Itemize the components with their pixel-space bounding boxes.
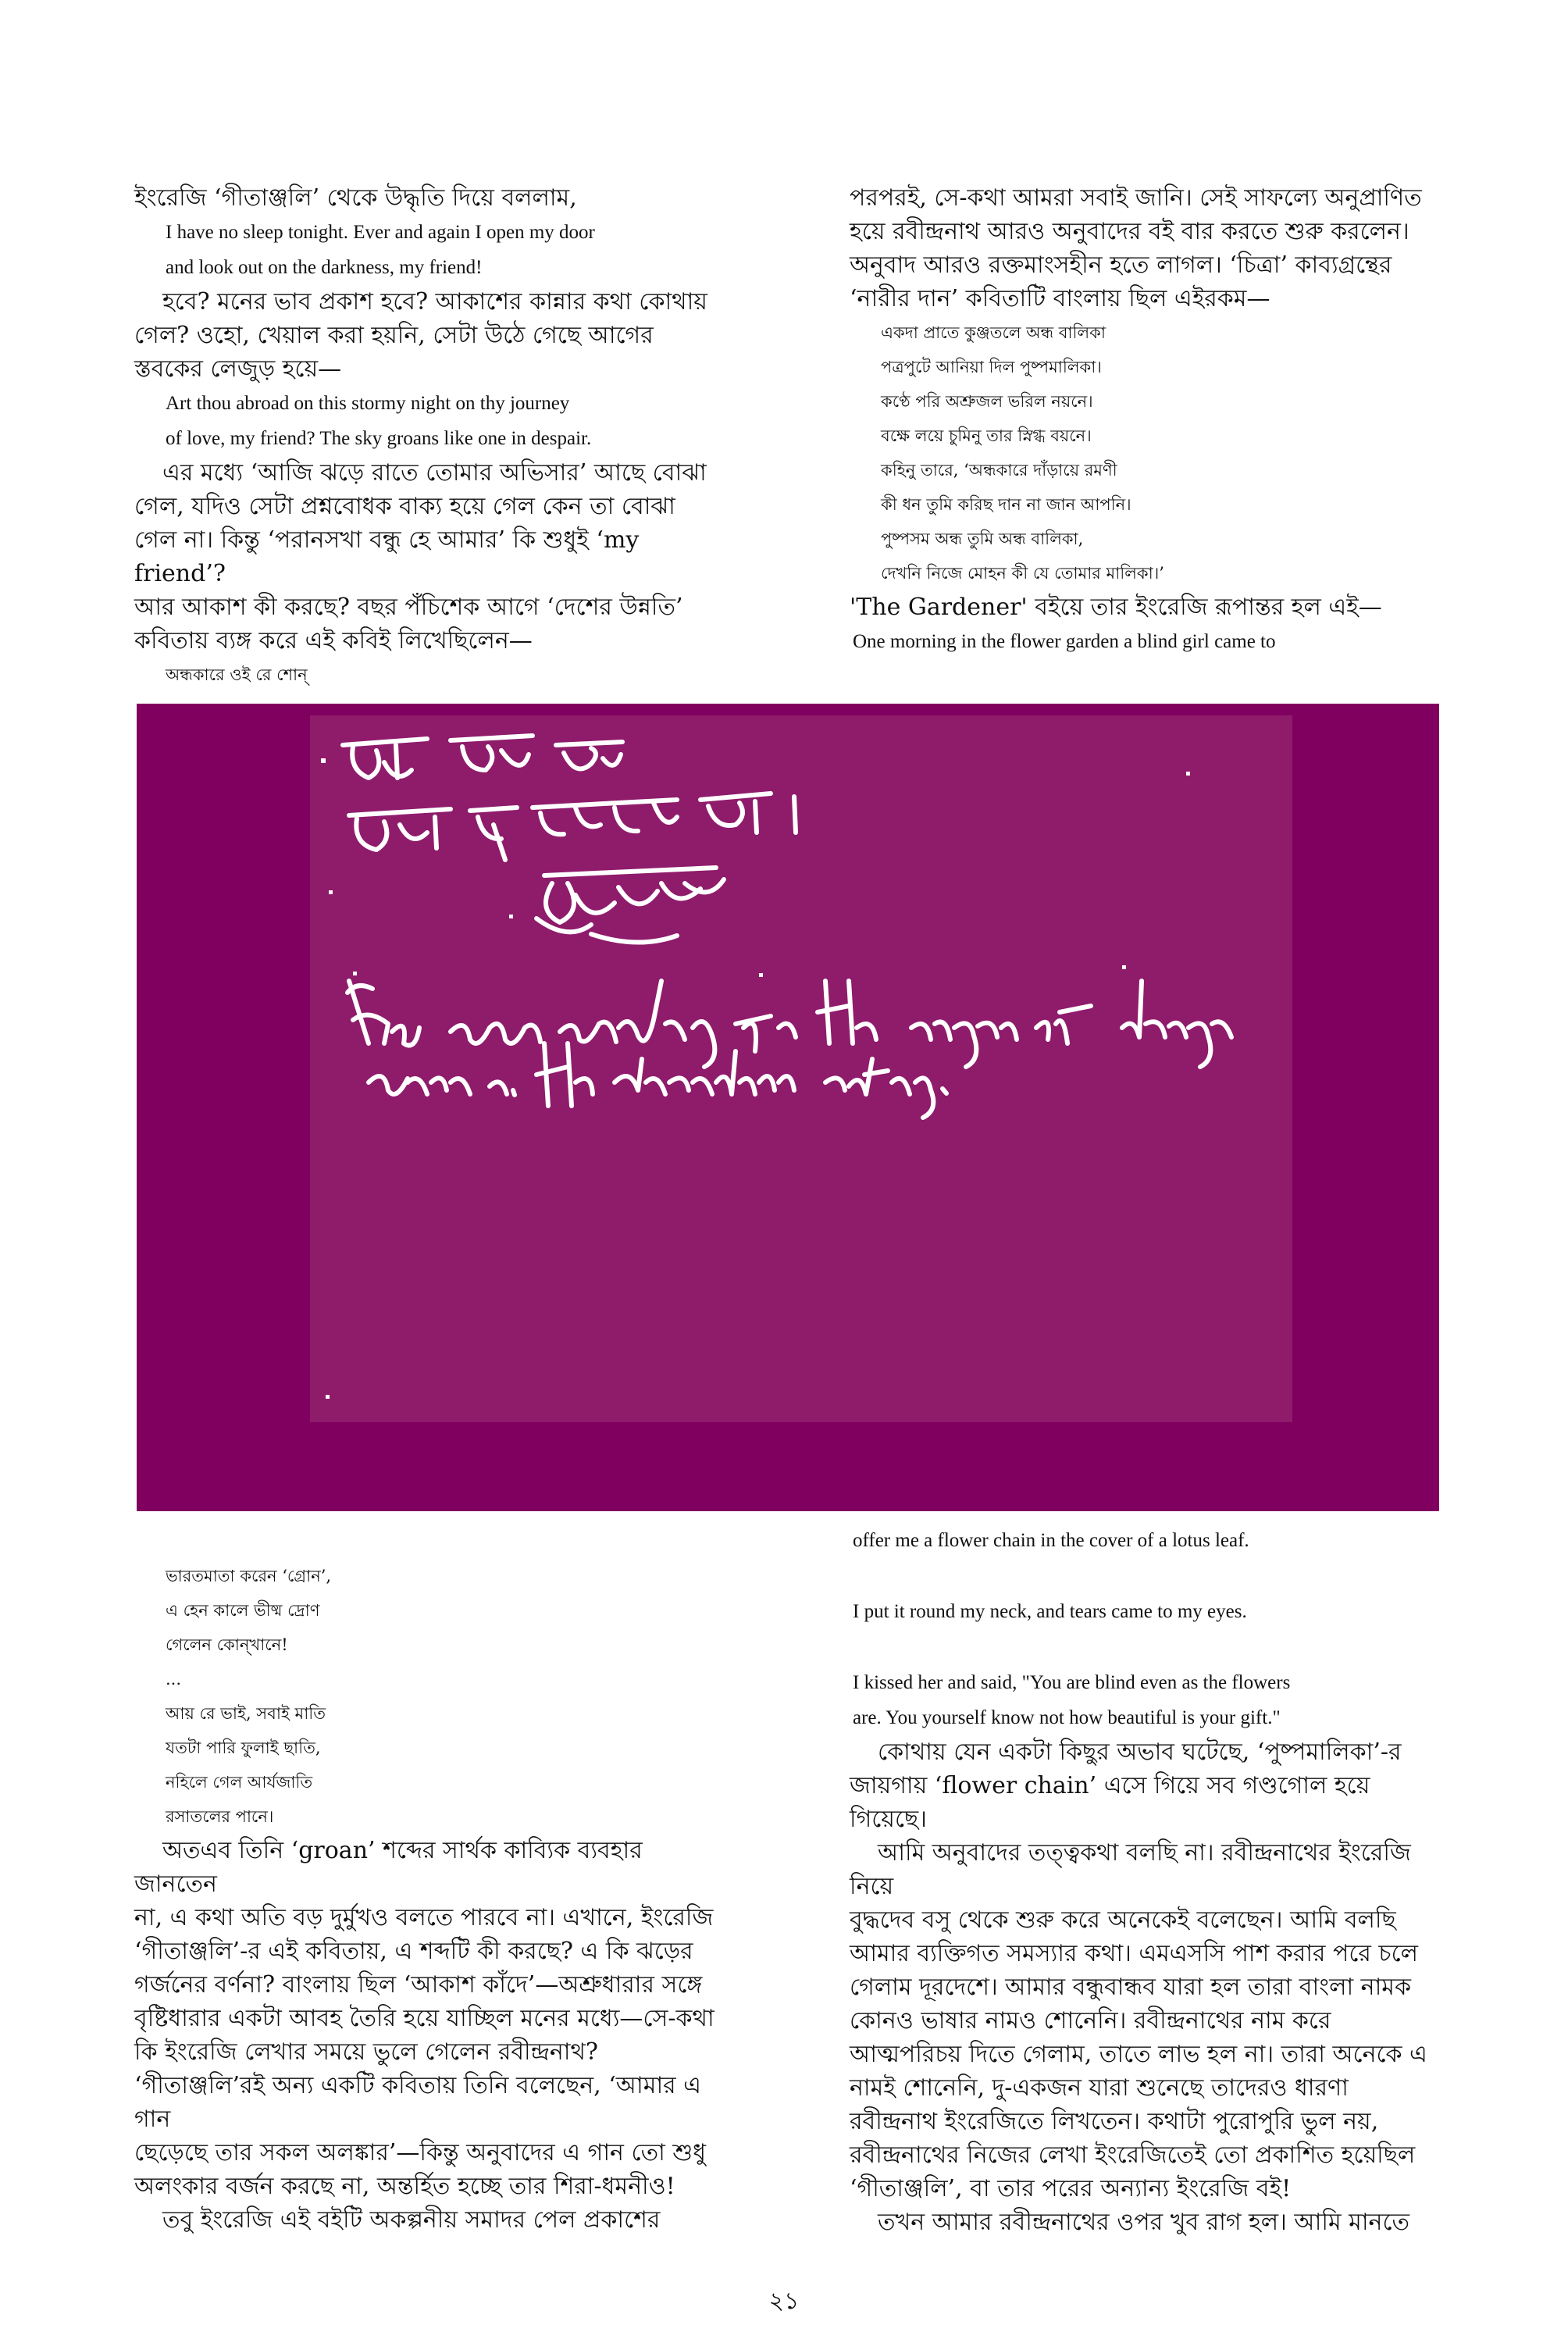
spacer	[134, 1523, 728, 1559]
top-left-column	[134, 181, 728, 692]
poem-line: কী ধন তুমি করিছ দান না জান আপনি।	[881, 495, 1131, 514]
manuscript-banner	[137, 704, 1439, 1511]
paragraph-line: গেলাম দূরদেশে। আমার বন্ধুবান্ধব যারা হল তারা বাংলা নামক	[850, 1974, 1411, 2001]
poem-line: একদা প্রাতে কুঞ্জতলে অন্ধ বালিকা	[881, 323, 1106, 342]
poem-line: বক্ষে লয়ে চুমিনু তার স্নিগ্ধ বয়নে।	[881, 426, 1092, 445]
paragraph-line: কবিতায় ব্যঙ্গ করে এই কবিই লিখেছিলেন—	[134, 627, 533, 654]
quote-line: offer me a flower chain in the cover of a lotus leaf.	[853, 1530, 1249, 1551]
paragraph-line: গর্জনের বর্ণনা? বাংলায় ছিল ‘আকাশ কাঁদে’—অশ্রুধারার সঙ্গে	[134, 1971, 703, 1999]
paragraph-line: রবীন্দ্রনাথের নিজের লেখা ইংরেজিতেই তো প্রকাশিত হয়েছিল	[850, 2141, 1416, 2169]
english-handwriting-line-1	[347, 981, 1231, 1067]
paragraph-line: গেল, যদিও সেটা প্রশ্নবোধক বাক্য হয়ে গেল কেন তা বোঝা	[134, 493, 675, 520]
poem-line: পুষ্পসম অন্ধ তুমি অন্ধ বালিকা,	[881, 530, 1084, 548]
paragraph-line: এর মধ্যে ‘আজি ঝড়ে রাতে তোমার অভিসার’ আছে বোঝা	[162, 459, 707, 487]
paragraph-line: কোথায় যেন একটা কিছুর অভাব ঘটেছে, ‘পুষ্পমালিকা’-র	[878, 1738, 1402, 1766]
paragraph-line: কি ইংরেজি লেখার সময়ে ভুলে গেলেন রবীন্দ্রনাথ?	[134, 2038, 598, 2066]
quote-line: are. You yourself know not how beautiful is your gift."	[853, 1707, 1281, 1728]
quote-line: One morning in the flower garden a blind girl came to	[853, 631, 1276, 652]
paragraph: ইংরেজি ‘গীতাঞ্জলি’ থেকে উদ্ধৃতি দিয়ে বললাম,	[134, 184, 577, 212]
signature-mark	[536, 868, 724, 943]
paragraph-line: স্তবকের লেজুড় হয়ে—	[134, 355, 342, 383]
paragraph-line: আর আকাশ কী করছে? বছর পঁচিশেক আগে ‘দেশের উন্নতি’	[134, 594, 683, 621]
paragraph-line: ‘গীতাঞ্জলি’রই অন্য একটি কবিতায় তিনি বলেছেন, ‘আমার এ গান	[134, 2072, 702, 2133]
poem-line: কহিনু তারে, ‘অন্ধকারে দাঁড়ায়ে রমণী	[881, 461, 1117, 480]
paragraph-line: আত্মপরিচয় দিতে গেলাম, তাতে লাভ হল না। তারা অনেকে এ	[850, 2041, 1427, 2068]
quote-line: and look out on the darkness, my friend!	[166, 257, 483, 278]
paragraph-line: হয়ে রবীন্দ্রনাথ আরও অনুবাদের বই বার করতে শুরু করলেন।	[850, 218, 1409, 245]
page-number: ২১	[768, 2288, 800, 2315]
quote-line: I kissed her and said, "You are blind even as the flowers	[853, 1672, 1291, 1693]
bengali-handwriting-line-1	[343, 736, 622, 778]
spacer	[850, 1629, 1443, 1665]
poem-line: ...	[166, 1670, 182, 1689]
poem-line: কণ্ঠে পরি অশ্রুজল ভরিল নয়নে।	[881, 392, 1093, 411]
poem-line: রসাতলের পানে।	[166, 1807, 274, 1826]
manuscript-image	[310, 715, 1292, 1422]
paragraph-line: গেল? ওহো, খেয়াল করা হয়নি, সেটা উঠে গেছে আগের	[134, 322, 654, 349]
paragraph: 'The Gardener' বইয়ে তার ইংরেজি রূপান্তর হল এই—	[850, 594, 1382, 621]
paragraph-line: নামই শোনেনি, দু-একজন যারা শুনেছে তাদেরও ধারণা	[850, 2074, 1349, 2102]
poem-line: দেখনি নিজে মোহন কী যে তোমার মালিকা।’	[881, 564, 1164, 583]
handwriting-drawing	[310, 715, 1292, 1422]
paragraph-line: আমার ব্যক্তিগত সমস্যার কথা। এমএসসি পাশ করার পরে চলে	[850, 1940, 1419, 1967]
quote-line: of love, my friend? The sky groans like one in despair.	[166, 428, 592, 449]
paragraph-line: কোনও ভাষার নামও শোনেনি। রবীন্দ্রনাথের নাম করে	[850, 2007, 1331, 2034]
spacer	[850, 1558, 1443, 1594]
english-handwriting-line-2	[369, 1043, 946, 1118]
top-right-column	[850, 181, 1443, 659]
paragraph-line: ছেড়েছে তার সকল অলঙ্কার’—কিন্তু অনুবাদের এ গান তো শুধু	[134, 2139, 707, 2166]
quote-line: I have no sleep tonight. Ever and again I open my door	[166, 222, 595, 243]
quote-line: I put it round my neck, and tears came to my eyes.	[853, 1601, 1247, 1622]
bottom-left-column	[134, 1523, 728, 2237]
paragraph-line: না, এ কথা অতি বড় দুর্মুখও বলতে পারবে না। এখানে, ইংরেজি	[134, 1904, 714, 1931]
paragraph-line: অলংকার বর্জন করছে না, অন্তর্হিত হচ্ছে তার শিরা-ধমনীও!	[134, 2173, 675, 2200]
paragraph-line: জায়গায় ‘flower chain’ এসে গিয়ে সব গণ্ডগোল হয়ে গিয়েছে।	[850, 1772, 1370, 1833]
poem-line: গেলেন কোন্‌খানে!	[166, 1635, 288, 1654]
paragraph-line: হবে? মনের ভাব প্রকাশ হবে? আকাশের কান্নার কথা কোথায়	[162, 288, 707, 316]
poem-line: যতটা পারি ফুলাই ছাতি,	[166, 1738, 321, 1757]
poem-line: ভারতমাতা করেন ‘গ্রোন’,	[166, 1567, 332, 1585]
paragraph-line: তখন আমার রবীন্দ্রনাথের ওপর খুব রাগ হল। আমি মানতে	[878, 2209, 1410, 2236]
paragraph-line: ‘গীতাঞ্জলি’-র এই কবিতায়, এ শব্দটি কী করছে? এ কি ঝড়ের	[134, 1938, 693, 1965]
paragraph-line: তবু ইংরেজি এই বইটি অকল্পনীয় সমাদর পেল প্রকাশের	[162, 2206, 661, 2234]
poem-line: এ হেন কালে ভীষ্ম দ্রোণ	[166, 1601, 320, 1620]
paragraph-line: পরপরই, সে-কথা আমরা সবাই জানি। সেই সাফল্যে অনুপ্রাণিত	[850, 184, 1422, 212]
poem-line: অন্ধকারে ওই রে শোন্	[166, 665, 308, 684]
bengali-handwriting-line-2	[349, 793, 796, 860]
ink-specks	[321, 758, 1190, 1399]
bottom-right-column	[850, 1523, 1443, 2239]
paragraph-line: ‘গীতাঞ্জলি’, বা তার পরের অন্যান্য ইংরেজি বই!	[850, 2175, 1292, 2202]
paragraph-line: গেল না। কিন্তু ‘পরানসখা বন্ধু হে আমার’ কি শুধুই ‘my friend’?	[134, 526, 640, 587]
paragraph-line: অতএব তিনি ‘groan’ শব্দের সার্থক কাব্যিক ব্যবহার জানতেন	[134, 1837, 643, 1898]
poem-line: আয় রে ভাই, সবাই মাতি	[166, 1704, 326, 1723]
paragraph-line: আমি অনুবাদের তত্ত্বকথা বলছি না। রবীন্দ্রনাথের ইংরেজি নিয়ে	[850, 1839, 1411, 1900]
paragraph-line: ‘নারীর দান’ কবিতাটি বাংলায় ছিল এইরকম—	[850, 285, 1270, 312]
paragraph-line: বুদ্ধদেব বসু থেকে শুরু করে অনেকেই বলেছেন। আমি বলছি	[850, 1906, 1396, 1934]
paragraph-line: রবীন্দ্রনাথ ইংরেজিতে লিখতেন। কথাটা পুরোপুরি ভুল নয়,	[850, 2108, 1379, 2135]
poem-line: নহিলে গেল আর্যজাতি	[166, 1773, 313, 1792]
paragraph-line: অনুবাদ আরও রক্তমাংসহীন হতে লাগল। ‘চিত্রা’ কাব্যগ্রন্থের	[850, 251, 1392, 279]
paragraph-line: বৃষ্টিধারার একটা আবহ তৈরি হয়ে যাচ্ছিল মনের মধ্যে—সে-কথা	[134, 2005, 715, 2032]
poem-line: পত্রপুটে আনিয়া দিল পুষ্পমালিকা।	[881, 358, 1102, 376]
quote-line: Art thou abroad on this stormy night on thy journey	[166, 393, 570, 414]
